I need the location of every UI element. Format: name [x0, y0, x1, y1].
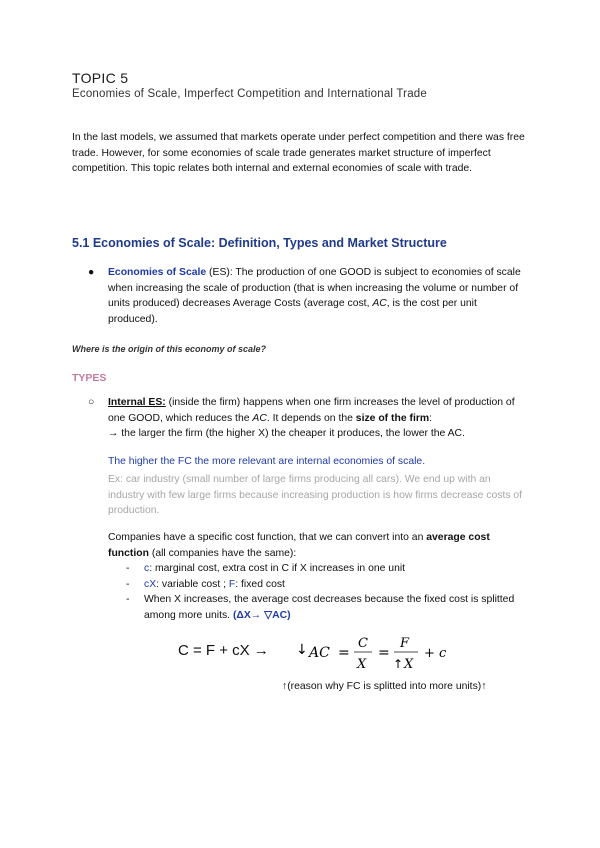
cx-label: cX	[144, 578, 157, 590]
down-arrow-icon: ↓	[296, 642, 308, 658]
es-definition-end: , is the cost per unit produced).	[108, 298, 477, 325]
internal-es-text: (inside the firm) happens when one firm increases the level of production of one GOOD, which reduces the	[108, 397, 515, 424]
bullet-dot-icon: ●	[88, 267, 95, 278]
cost-function-text-2: (all companies have the same):	[148, 547, 297, 559]
c-text: : marginal cost, extra cost in C if X increases in one unit	[149, 563, 406, 574]
cx-text: : variable cost ;	[156, 578, 229, 590]
section-heading: 5.1 Economies of Scale: Definition, Types and Market Structure	[72, 236, 447, 250]
c-label: c	[144, 563, 150, 574]
topic-title: TOPIC 5	[72, 70, 129, 86]
fraction-numerator-f: F	[400, 636, 410, 651]
types-label: TYPES	[72, 372, 107, 384]
list-item	[126, 592, 526, 623]
bullet-circle-icon: ○	[88, 397, 95, 408]
f-text: : fixed cost	[235, 578, 285, 590]
internal-es-bullet	[88, 395, 528, 442]
internal-es-text-2: . It depends on the	[266, 412, 356, 424]
fraction-numerator-c: C	[358, 636, 368, 651]
es-definition-text: (ES): The production of one GOOD is subject to economies of scale when increasing the scale of production (that is when increasing the volume or number of units produced) decreases Average Costs (average cost,	[108, 267, 521, 309]
dash-marker: -	[126, 594, 130, 605]
es-definition-bullet	[88, 265, 528, 327]
delta-note: (ΔX→ ▽AC)	[232, 609, 291, 621]
formula-ac: AC	[309, 645, 330, 661]
average-cost-function-term: average cost function	[108, 532, 490, 559]
fraction-denominator-x: X	[357, 657, 367, 672]
car-industry-example: Ex: car industry (small number of large firms producing all cars). We end up with an industry with few large firms because increasing production is how firms decrease costs of production.	[108, 474, 523, 516]
internal-es-colon: :	[429, 412, 433, 424]
intro-paragraph: In the last models, we assumed that markets operate under perfect competition and there was free trade. However, for some economies of scale trade generates market structure of imperfect competition. This topic relates both internal and external economies of scale with trade.	[72, 132, 525, 174]
cost-formula	[178, 630, 538, 680]
when-text: When X increases, the average cost decreases because the fixed cost is splitted among more units.	[144, 594, 515, 621]
cost-sublist	[126, 561, 526, 623]
internal-es-term: Internal ES:	[108, 397, 166, 408]
origin-question: Where is the origin of this economy of scale?	[72, 344, 267, 354]
internal-es-ac: AC	[252, 412, 267, 424]
list-item	[126, 577, 526, 593]
average-cost-fraction	[296, 630, 506, 676]
es-ac: AC	[372, 298, 387, 309]
fraction-denominator-x-2: X	[404, 657, 414, 672]
formula-equals-2: =	[378, 645, 390, 661]
up-arrow-icon: ↑	[393, 657, 404, 671]
plus-c: + c	[424, 646, 447, 661]
f-label: F	[228, 578, 236, 590]
cost-function-text: Companies have a specific cost function, that we can convert into an	[108, 532, 427, 543]
dash-marker: -	[126, 578, 130, 590]
cost-function-paragraph	[108, 530, 528, 561]
list-item	[126, 561, 526, 577]
es-term: Economies of Scale	[108, 267, 207, 278]
formula-equals: =	[338, 645, 350, 661]
cost-equation-left: C = F + cX →	[178, 642, 269, 659]
size-of-firm: size of the firm	[355, 412, 430, 424]
dash-marker: -	[126, 563, 130, 574]
formula-reason: ↑(reason why FC is splitted into more units)↑	[282, 681, 487, 692]
topic-subtitle: Economies of Scale, Imperfect Competition and International Trade	[72, 88, 427, 100]
fc-note: The higher the FC the more relevant are internal economies of scale.	[108, 456, 426, 467]
internal-es-arrow-line: → the larger the firm (the higher X) the cheaper it produces, the lower the AC.	[108, 428, 465, 439]
